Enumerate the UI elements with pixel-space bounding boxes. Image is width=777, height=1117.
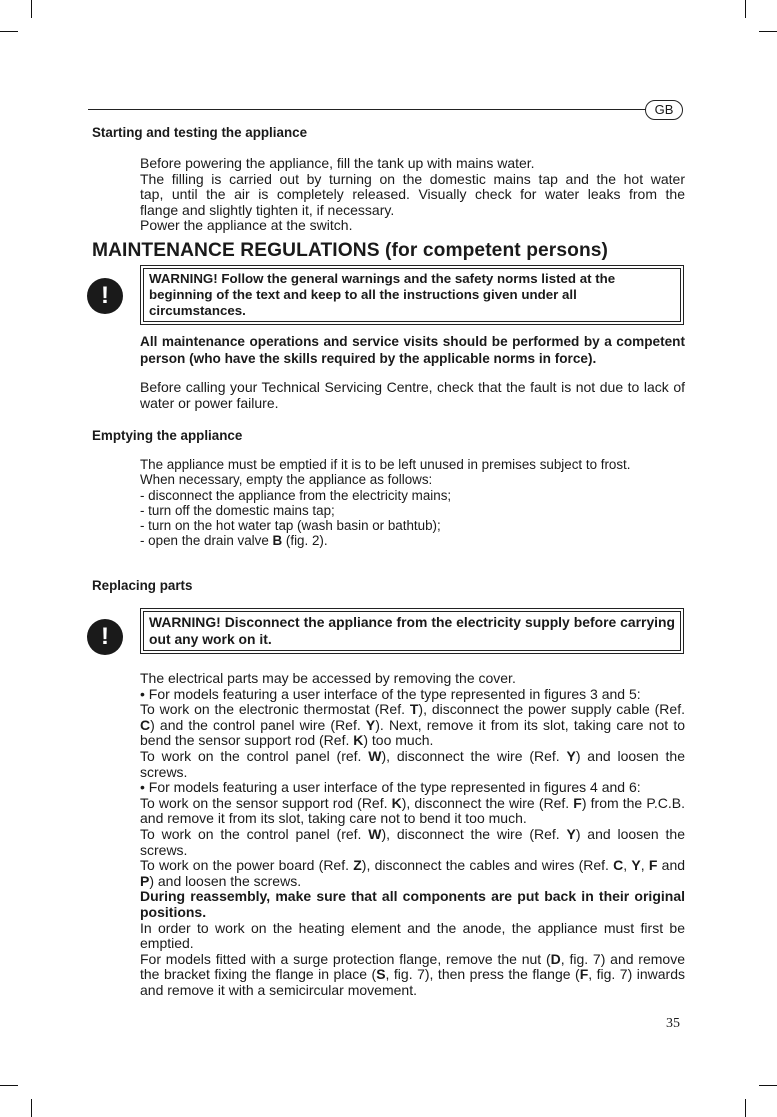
- ref-letter: F: [648, 857, 658, 874]
- text-para: [140, 702, 685, 749]
- crop-mark: [745, 0, 746, 18]
- crop-mark: [31, 1099, 32, 1117]
- ref-letter: Y: [566, 825, 576, 842]
- section-title-starting: Starting and testing the appliance: [92, 125, 308, 140]
- ref-letter: B: [272, 533, 283, 549]
- warning-box: [140, 265, 684, 325]
- warning-icon: !: [87, 278, 123, 314]
- text-line: - disconnect the appliance from the electricity mains;: [140, 487, 452, 503]
- text-line: The appliance must be emptied if it is to be left unused in premises subject to frost.: [140, 457, 631, 472]
- text-line: - turn off the domestic mains tap;: [140, 502, 335, 518]
- ref-letter: W: [368, 825, 382, 842]
- crop-mark: [31, 0, 32, 18]
- text-span: , fig. 7) and remove the bracket fixing the flange in place (: [140, 950, 685, 983]
- text-span: To work on the control panel (ref.: [140, 747, 369, 764]
- text-span: ) too much.: [363, 732, 434, 749]
- text-span: ,: [623, 857, 632, 874]
- text-para: [140, 952, 685, 999]
- text-line: The filling is carried out by turning on the domestic mains tap and the hot water: [140, 170, 685, 187]
- warning-text: WARNING! Disconnect the appliance from the electricity supply before carrying out any work on it.: [143, 611, 681, 651]
- text-para: • For models featuring a user interface of the type represented in figures 3 and 5:: [140, 685, 641, 702]
- text-span: ,: [640, 857, 649, 874]
- ref-letter: S: [376, 966, 386, 983]
- text-span: ) and loosen the screws.: [140, 747, 685, 780]
- ref-letter: K: [353, 732, 364, 749]
- text-line: tap, until the air is completely released. Visually check for water leaks from the: [140, 186, 685, 203]
- text-para: • For models featuring a user interface of the type represented in figures 4 and 6:: [140, 779, 641, 796]
- ref-letter: Y: [365, 716, 376, 733]
- text-para: The electrical parts may be accessed by removing the cover.: [140, 670, 516, 686]
- text-line: When necessary, empty the appliance as follows:: [140, 472, 433, 488]
- ref-letter: P: [140, 872, 150, 889]
- text-span: ) and the control panel wire (Ref.: [150, 716, 366, 733]
- ref-letter: Y: [631, 857, 641, 874]
- text-line: - turn on the hot water tap (wash basin or bathtub);: [140, 518, 441, 534]
- ref-letter: K: [391, 794, 402, 811]
- text-para: Before calling your Technical Servicing Centre, check that the fault is not due to lack of water or power failure.: [140, 379, 685, 411]
- text-para: All maintenance operations and service visits should be performed by a competent person (who have the skills required by the applicable norms in force).: [140, 334, 685, 366]
- text-span: (fig. 2).: [282, 533, 328, 549]
- ref-letter: F: [579, 966, 589, 983]
- ref-letter: T: [409, 701, 419, 718]
- ref-letter: Z: [353, 857, 362, 874]
- text-span: and: [657, 857, 686, 874]
- text-line: flange and slightly tighten it, if necessary.: [140, 201, 395, 218]
- ref-letter: W: [368, 747, 382, 764]
- text-para: [140, 749, 685, 780]
- ref-letter: Y: [566, 747, 576, 764]
- text-span: To work on the power board (Ref.: [140, 857, 354, 874]
- language-badge: GB: [645, 100, 683, 120]
- header-rule: [88, 109, 646, 110]
- text-para: [140, 796, 685, 827]
- emptying-text: [140, 457, 685, 549]
- crop-mark: [0, 31, 18, 32]
- text-span: ). Next, remove it from its slot, taking care not to bend the sensor support rod (Ref.: [140, 716, 685, 749]
- text-span: ), disconnect the power supply cable (Ref.: [418, 701, 685, 718]
- text-span: ), disconnect the wire (Ref.: [401, 794, 574, 811]
- crop-mark: [759, 1085, 777, 1086]
- text-span: ), disconnect the cables and wires (Ref.: [361, 857, 614, 874]
- crop-mark: [0, 1085, 18, 1086]
- text-para: During reassembly, make sure that all components are put back in their original positions.: [140, 888, 685, 920]
- text-para: [140, 827, 685, 858]
- page-number: 35: [666, 1016, 680, 1031]
- starting-text: [140, 156, 685, 234]
- text-span: ) and loosen the screws.: [149, 872, 302, 889]
- text-span: ), disconnect the wire (Ref.: [381, 747, 567, 764]
- text-line: Before powering the appliance, fill the tank up with mains water.: [140, 155, 535, 171]
- text-span: To work on the electronic thermostat (Ref.: [140, 701, 410, 718]
- text-para: [140, 858, 685, 889]
- text-line: Power the appliance at the switch.: [140, 217, 353, 234]
- text-span: To work on the sensor support rod (Ref.: [140, 794, 392, 811]
- text-line: [140, 533, 685, 548]
- calling-note: [140, 380, 685, 411]
- warning-icon: !: [87, 619, 123, 655]
- text-span: - open the drain valve: [140, 533, 273, 549]
- section-title-emptying: Emptying the appliance: [92, 428, 243, 443]
- text-span: ), disconnect the wire (Ref.: [381, 825, 567, 842]
- ref-letter: D: [550, 950, 561, 967]
- ref-letter: C: [140, 716, 151, 733]
- main-heading: MAINTENANCE REGULATIONS (for competent persons): [92, 240, 609, 261]
- text-span: , fig. 7) inwards and remove it with a semicircular movement.: [140, 966, 685, 998]
- warning-text: WARNING! Follow the general warnings and the safety norms listed at the beginning of the text and keep to all the instructions given under all circumstances.: [143, 268, 681, 322]
- crop-mark: [745, 1099, 746, 1117]
- text-para: In order to work on the heating element and the anode, the appliance must first be emptied.: [140, 919, 685, 952]
- replacing-text: [140, 671, 685, 998]
- ref-letter: C: [613, 857, 624, 874]
- section-title-replacing: Replacing parts: [92, 578, 193, 593]
- crop-mark: [759, 31, 777, 32]
- ref-letter: F: [573, 794, 582, 811]
- text-span: ) and loosen the screws.: [140, 825, 685, 858]
- text-span: For models fitted with a surge protection flange, remove the nut (: [140, 950, 551, 967]
- text-span: ) from the P.C.B. and remove it from its slot, taking care not to bend it too much.: [140, 794, 685, 827]
- text-span: , fig. 7), then press the flange (: [385, 966, 580, 983]
- text-span: To work on the control panel (ref.: [140, 825, 369, 842]
- warning-box: [140, 608, 684, 654]
- competent-note: [140, 333, 685, 367]
